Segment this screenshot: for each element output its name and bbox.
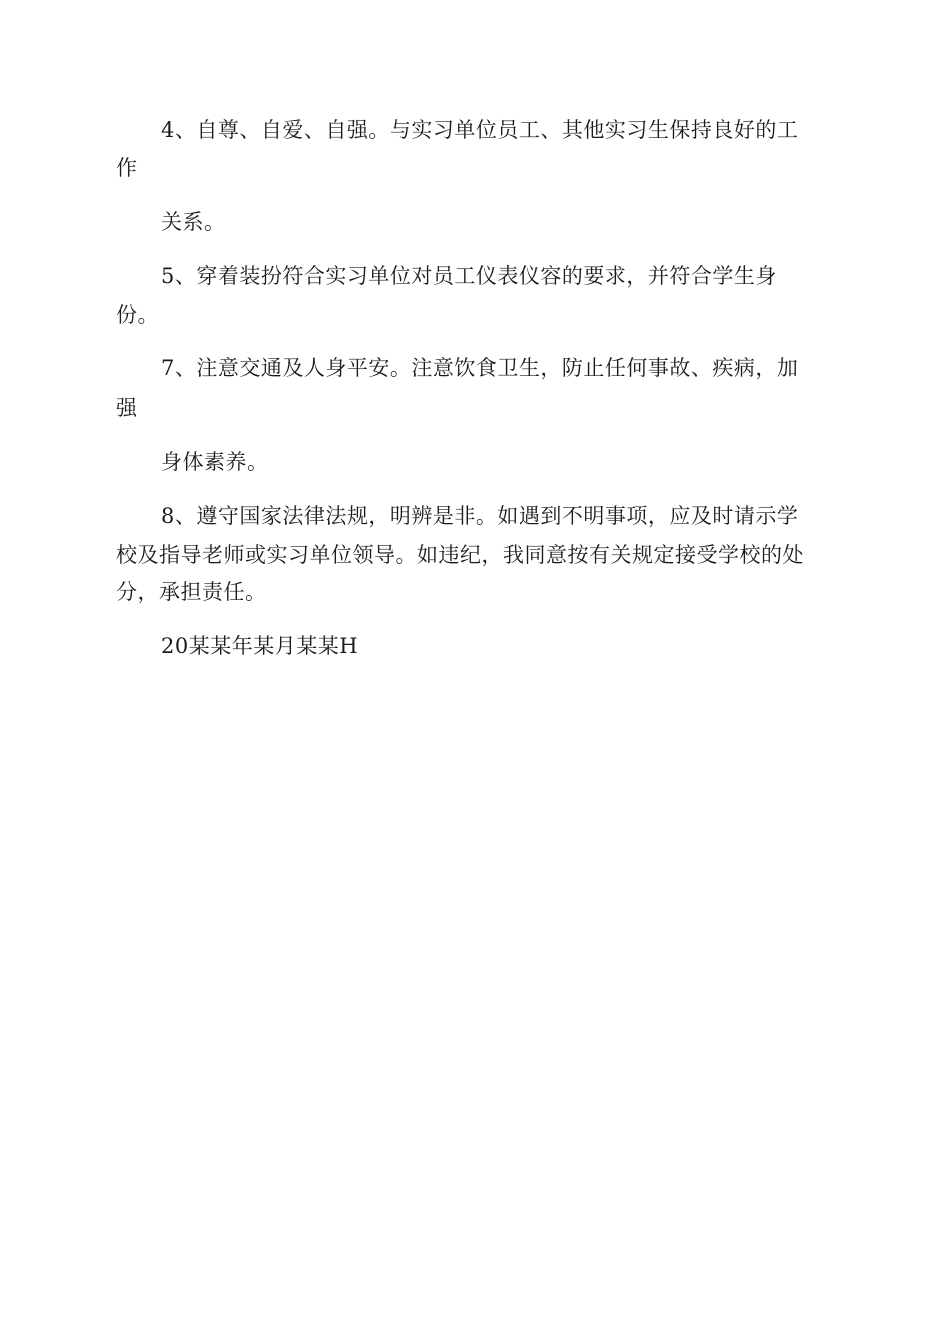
item-4-line-3: 关系。 [161, 210, 226, 234]
item-4-line-1: 4、自尊、自爱、自强。与实习单位员工、其他实习生保持良好的工 [161, 118, 799, 142]
item-8-line-1: 8、遵守国家法律法规，明辨是非。如遇到不明事项，应及时请示学 [161, 504, 799, 528]
item-4-line-2: 作 [116, 156, 138, 180]
date-line: 20某某年某月某某H [161, 634, 359, 658]
item-8-line-2: 校及指导老师或实习单位领导。如违纪，我同意按有关规定接受学校的处 [116, 543, 804, 567]
item-7-line-3: 身体素养。 [161, 450, 269, 474]
item-5-line-2: 份。 [116, 303, 159, 327]
item-7-line-1: 7、注意交通及人身平安。注意饮食卫生，防止任何事故、疾病，加 [161, 356, 799, 380]
item-8-line-3: 分，承担责任。 [116, 580, 267, 604]
item-7-line-2: 强 [116, 396, 138, 420]
item-5-line-1: 5、穿着装扮符合实习单位对员工仪表仪容的要求，并符合学生身 [161, 264, 777, 288]
